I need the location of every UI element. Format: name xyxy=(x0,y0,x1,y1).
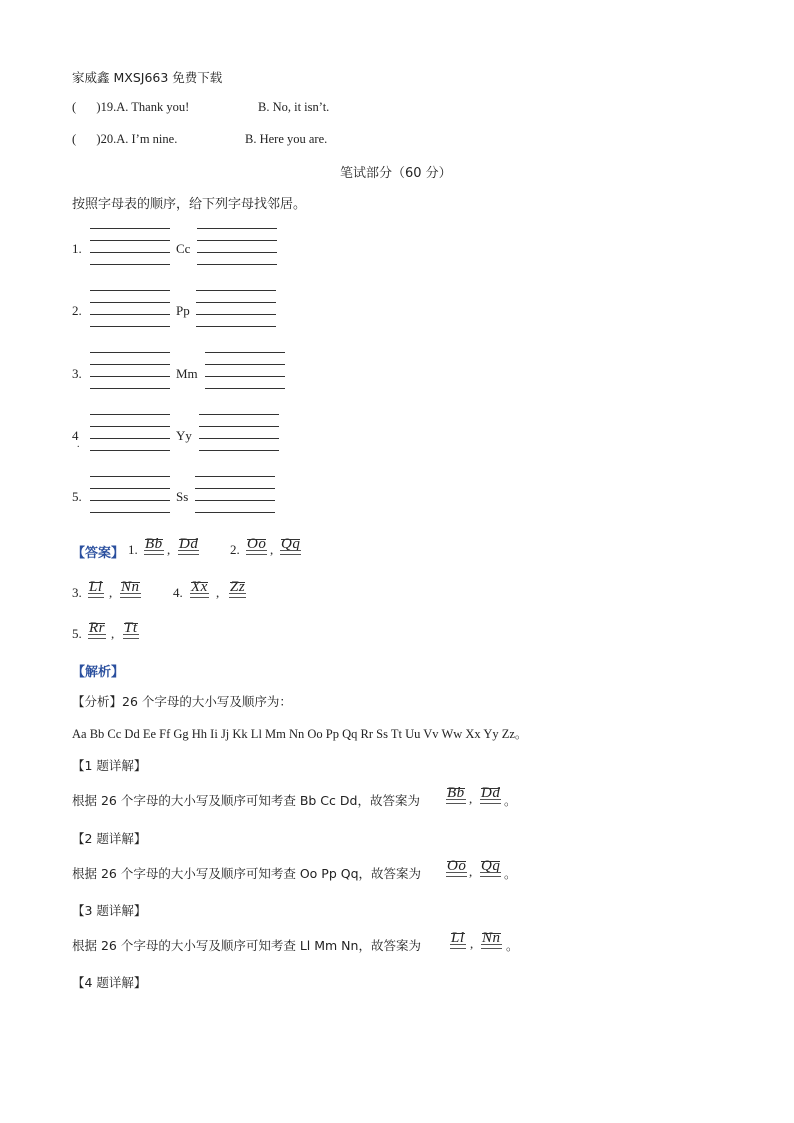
answer-line[interactable] xyxy=(90,388,170,389)
answer-line[interactable] xyxy=(205,364,285,365)
handwritten-answer: Qq xyxy=(481,857,500,875)
separator: , xyxy=(109,585,113,600)
answer-line[interactable] xyxy=(90,264,170,265)
question-letter: Yy xyxy=(176,428,192,443)
separator: , xyxy=(469,791,473,806)
handwritten-answer: Oo xyxy=(247,535,266,553)
detail-head: 【1 题详解】 xyxy=(72,758,147,773)
handwritten-answer: Ll xyxy=(89,578,103,596)
detail-text: 根据 26 个字母的大小写及顺序可知考查 Bb Cc Dd，故答案为 xyxy=(72,793,420,808)
answer-number: 2. xyxy=(230,542,240,557)
answer-line[interactable] xyxy=(90,476,170,477)
question-number: 5. xyxy=(72,489,82,504)
handwritten-answer: Dd xyxy=(481,784,500,802)
handwritten-answer: Tt xyxy=(124,619,138,637)
listening-item-20 xyxy=(72,132,177,147)
answer-line[interactable] xyxy=(205,376,285,377)
answer-line[interactable] xyxy=(197,240,277,241)
separator: , xyxy=(469,864,473,879)
section-title: 笔试部分（60 分） xyxy=(340,166,452,181)
answer-line[interactable] xyxy=(195,488,275,489)
question-number: 3. xyxy=(72,366,82,381)
answer-line[interactable] xyxy=(90,228,170,229)
answer-line[interactable] xyxy=(90,364,170,365)
question-number: 1. xyxy=(72,241,82,256)
separator: , xyxy=(470,936,474,951)
handwritten-answer: Bb xyxy=(145,535,163,553)
paren-close: ) xyxy=(96,100,101,114)
detail-head: 【2 题详解】 xyxy=(72,831,147,846)
answer-line[interactable] xyxy=(90,290,170,291)
handwritten-answer: Rr xyxy=(89,619,105,637)
answer-line[interactable] xyxy=(197,252,277,253)
answer-line[interactable] xyxy=(196,326,276,327)
answer-line[interactable] xyxy=(205,352,285,353)
answer-line[interactable] xyxy=(90,438,170,439)
answer-line[interactable] xyxy=(90,376,170,377)
answer-line[interactable] xyxy=(90,500,170,501)
answer-line[interactable] xyxy=(90,326,170,327)
handwritten-answer: Ll xyxy=(451,929,465,947)
answer-line[interactable] xyxy=(196,302,276,303)
handwritten-answer: Dd xyxy=(179,535,198,553)
question-letter: Mm xyxy=(176,366,198,381)
answer-line[interactable] xyxy=(195,476,275,477)
listening-item-20-b: B. Here you are. xyxy=(245,132,328,146)
separator: , xyxy=(216,585,220,600)
handwritten-answer: Xx xyxy=(191,578,208,596)
alphabet-line: Aa Bb Cc Dd Ee Ff Gg Hh Ii Jj Kk Ll Mm Nn Oo Pp Qq Rr Ss Tt Uu Vv Ww Xx Yy Zz。 xyxy=(72,727,528,741)
answer-line[interactable] xyxy=(90,450,170,451)
separator: , xyxy=(270,542,274,557)
handwritten-answer: Qq xyxy=(281,535,300,553)
question-number-dot: . xyxy=(77,439,80,450)
question-letter: Cc xyxy=(176,241,191,256)
analysis-intro: 【分析】26 个字母的大小写及顺序为： xyxy=(72,694,292,709)
question-letter: Ss xyxy=(176,489,189,504)
listening-item-19 xyxy=(72,100,189,115)
separator: , xyxy=(111,626,115,641)
answer-line[interactable] xyxy=(199,450,279,451)
handwritten-answer: Zz xyxy=(230,578,245,596)
question-number: 4 xyxy=(72,428,79,443)
answer-number: 5. xyxy=(72,626,82,641)
question-letter: Pp xyxy=(176,303,190,318)
answer-line[interactable] xyxy=(90,512,170,513)
detail-text: 根据 26 个字母的大小写及顺序可知考查 Oo Pp Qq，故答案为 xyxy=(72,866,422,881)
answer-line[interactable] xyxy=(199,414,279,415)
analysis-label: 【解析】 xyxy=(72,665,125,680)
option-a: 20.A. I’m nine. xyxy=(100,132,178,146)
answer-line[interactable] xyxy=(196,314,276,315)
separator: , xyxy=(167,542,171,557)
answer-line[interactable] xyxy=(199,438,279,439)
handwritten-answer: Nn xyxy=(482,929,501,947)
answer-line[interactable] xyxy=(90,414,170,415)
listening-item-19-b: B. No, it isn’t. xyxy=(258,100,330,114)
option-a: 19.A. Thank you! xyxy=(100,100,190,114)
answer-line[interactable] xyxy=(90,426,170,427)
answer-line[interactable] xyxy=(195,512,275,513)
detail-head: 【4 题详解】 xyxy=(72,975,147,990)
answer-number: 3. xyxy=(72,585,82,600)
answer-line[interactable] xyxy=(197,228,277,229)
detail-end: 。 xyxy=(504,793,517,808)
answer-number: 4. xyxy=(173,585,183,600)
answer-line[interactable] xyxy=(199,426,279,427)
answer-label: 【答案】 xyxy=(72,546,125,561)
answer-line[interactable] xyxy=(197,264,277,265)
answer-line[interactable] xyxy=(90,352,170,353)
answer-line[interactable] xyxy=(196,290,276,291)
detail-head: 【3 题详解】 xyxy=(72,903,147,918)
answer-line[interactable] xyxy=(195,500,275,501)
answer-line[interactable] xyxy=(90,488,170,489)
handwritten-answer: Nn xyxy=(121,578,140,596)
answer-number: 1. xyxy=(128,542,138,557)
handwritten-answer: Oo xyxy=(447,857,466,875)
answer-line[interactable] xyxy=(205,388,285,389)
answer-line[interactable] xyxy=(90,314,170,315)
header-watermark: 家威鑫 MXSJ663 免费下载 xyxy=(72,70,223,85)
question-number: 2. xyxy=(72,303,82,318)
detail-end: 。 xyxy=(504,866,517,881)
paren-close: ) xyxy=(96,132,101,146)
handwritten-answer: Bb xyxy=(447,784,465,802)
instruction: 按照字母表的顺序，给下列字母找邻居。 xyxy=(72,197,307,212)
paren-open: ( xyxy=(72,132,77,146)
answer-line[interactable] xyxy=(90,252,170,253)
answer-line[interactable] xyxy=(90,240,170,241)
answer-line[interactable] xyxy=(90,302,170,303)
paren-open: ( xyxy=(72,100,77,114)
detail-end: 。 xyxy=(506,938,519,953)
detail-text: 根据 26 个字母的大小写及顺序可知考查 Ll Mm Nn，故答案为 xyxy=(72,938,421,953)
